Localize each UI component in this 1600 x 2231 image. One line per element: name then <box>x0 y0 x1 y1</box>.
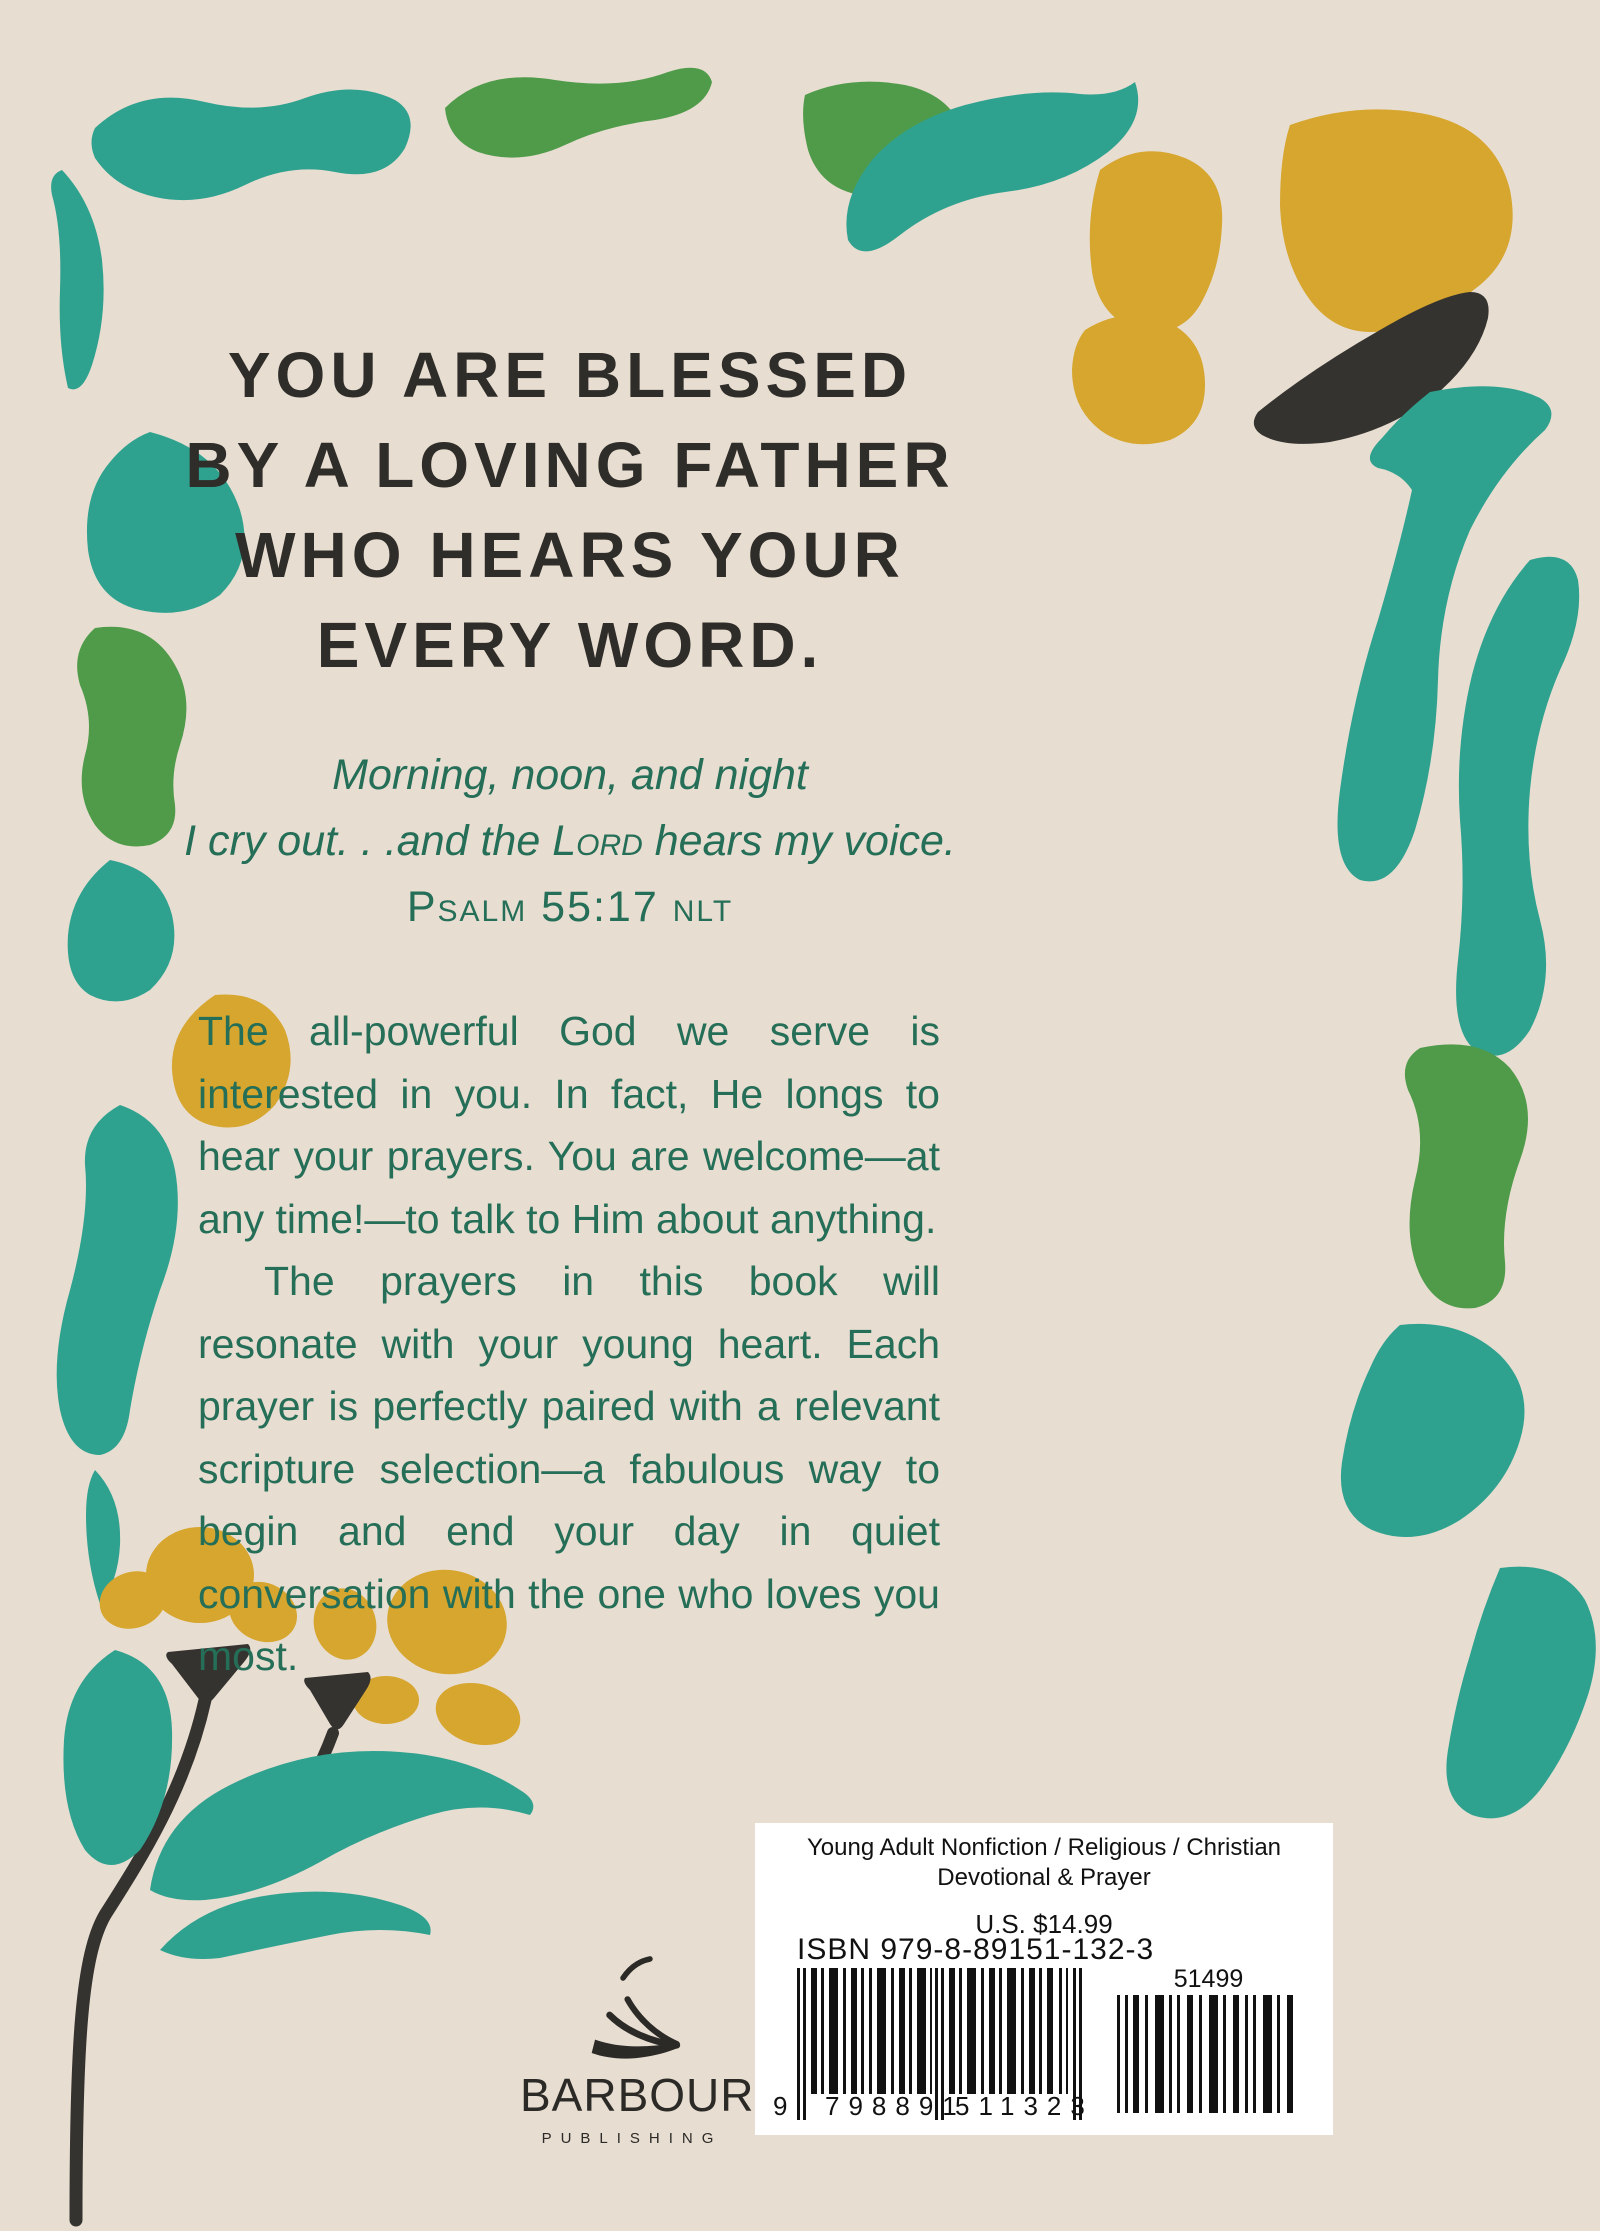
leaf-shape <box>445 68 712 158</box>
headline-line: WHO HEARS YOUR <box>235 519 905 591</box>
leaf-shape <box>1405 1044 1528 1308</box>
headline <box>160 330 980 690</box>
publisher-subtitle: PUBLISHING <box>541 2130 723 2147</box>
leaf-shape <box>57 1105 178 1455</box>
category-line1: Young Adult Nonfiction / Religious / Christian <box>806 1834 1282 1861</box>
addon-barcode <box>1117 1995 1300 2113</box>
flower-petal-gold <box>1090 151 1222 331</box>
category-line2: Devotional & Prayer <box>937 1864 1151 1891</box>
flower-petal-gold <box>1072 315 1205 444</box>
paragraph-2: The prayers in this book will resonate with your young heart. Each prayer is perfectly paired with a relevant scripture selection—a fabulous way to begin and end your day in quiet conversation with the one who loves you most. <box>198 1258 940 1679</box>
paragraph-1: The all-powerful God we serve is interested in you. In fact, He longs to hear your prayers. You are welcome—at any time!—to talk to Him about anything. <box>198 1008 940 1242</box>
scripture-line2: I cry out. . .and the Lord hears my voice. <box>184 817 956 865</box>
publisher-name: BARBOUR <box>520 2069 755 2121</box>
leaf-shape <box>160 1892 431 1959</box>
scripture-quote <box>120 742 1020 940</box>
barcode-box <box>755 1823 1333 2135</box>
addon-code: 51499 <box>1173 1965 1244 1993</box>
ean-group1: 798891 <box>825 2091 966 2121</box>
ean-left-digit: 9 <box>773 2091 788 2121</box>
leaf-shape <box>1446 1567 1595 1819</box>
leaf-shape <box>1456 557 1579 1056</box>
headline-line: BY A LOVING FATHER <box>185 429 955 501</box>
leaf-shape <box>1341 1324 1525 1537</box>
price: U.S. $14.99 <box>975 1909 1113 1939</box>
barbour-fan-icon <box>576 1950 688 2062</box>
back-cover-copy <box>198 1000 940 1688</box>
leaf-shape <box>150 1751 533 1900</box>
ean-group2: 511323 <box>955 2091 1094 2121</box>
leaf-shape <box>92 89 411 200</box>
headline-line: EVERY WORD. <box>316 609 824 681</box>
scripture-reference: Psalm 55:17 nlt <box>406 883 734 931</box>
leaf-shape <box>51 170 104 389</box>
scripture-line1: Morning, noon, and night <box>332 751 808 799</box>
isbn-label: ISBN 979-8-89151-132-3 <box>797 1933 1155 1966</box>
publisher-logo <box>520 1950 755 2147</box>
headline-line: YOU ARE BLESSED <box>227 339 913 411</box>
lord-small-caps: Lord <box>552 817 643 865</box>
